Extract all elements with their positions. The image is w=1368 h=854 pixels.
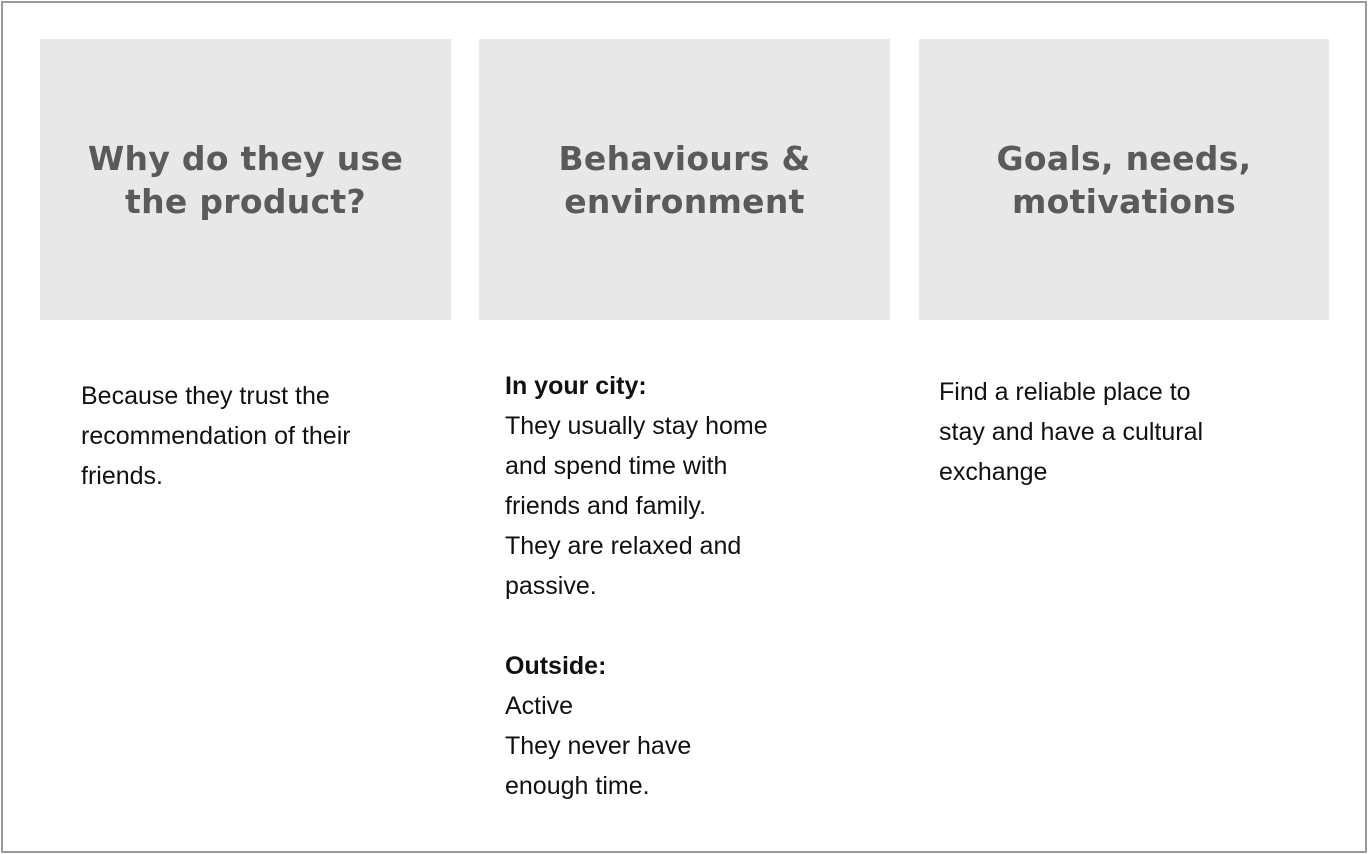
why-line: Because they trust the [81,382,330,410]
card-title-goals: Goals, needs, motivations [996,138,1252,221]
paragraph-gap [505,606,835,646]
city-heading: In your city: [505,372,647,400]
why-line: recommendation of their [81,422,351,450]
card-behaviours-environment [479,39,890,320]
card-goals-needs [919,39,1329,320]
persona-panel [1,1,1367,853]
card-title-behaviours: Behaviours & environment [558,138,811,221]
city-line: friends and family. [505,492,707,520]
city-line: They are relaxed and [505,532,742,560]
why-line: friends. [81,462,163,490]
goals-description [939,372,1279,492]
card-title-why: Why do they use the product? [87,138,404,221]
outside-line: They never have [505,732,692,760]
outside-heading: Outside: [505,652,607,680]
outside-line: enough time. [505,772,650,800]
card-why-use-product [40,39,451,320]
city-line: passive. [505,572,597,600]
outside-line: Active [505,692,574,720]
goals-line: Find a reliable place to [939,378,1191,406]
behaviours-description [505,366,835,806]
goals-line: stay and have a cultural [939,418,1204,446]
why-description [81,376,421,496]
goals-line: exchange [939,458,1048,486]
city-line: and spend time with [505,452,728,480]
city-line: They usually stay home [505,412,768,440]
